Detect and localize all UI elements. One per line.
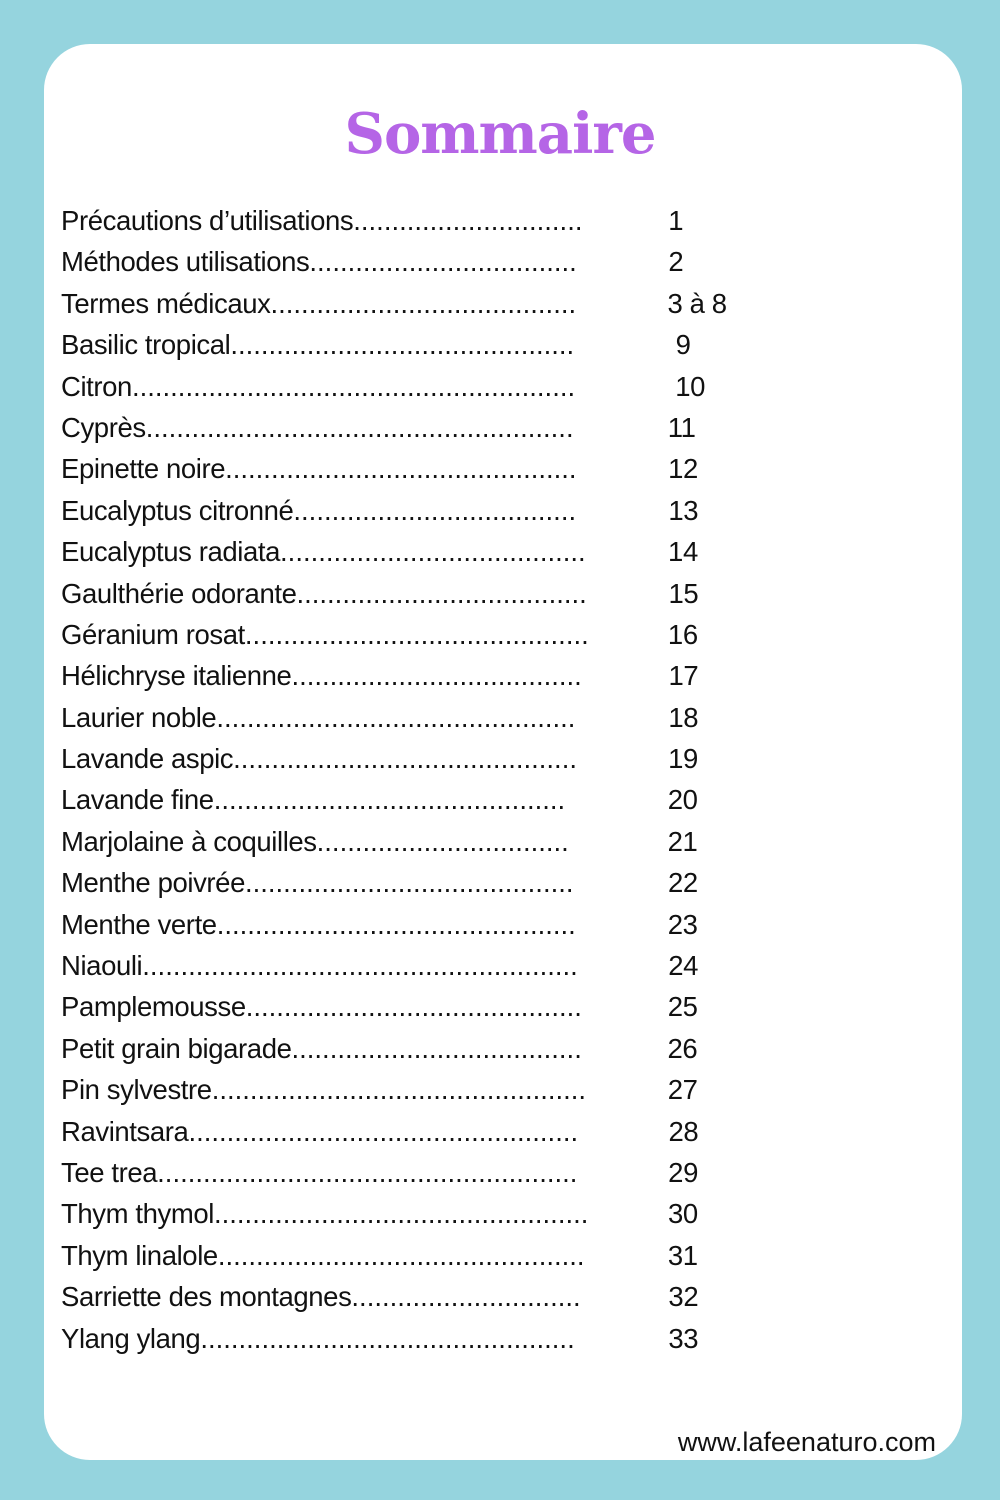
toc-entry-page-number: 14 [668,536,698,568]
toc-entry[interactable] [61,1276,781,1317]
toc-entry-page-number: 18 [668,701,699,733]
toc-dot-leader: ....................................................... [157,1156,578,1188]
toc-entry-page-number: 15 [668,577,699,609]
toc-entry[interactable] [61,862,781,903]
toc-entry[interactable] [61,738,781,779]
toc-entry-label: Méthodes utilisations [61,246,310,278]
toc-entry-label: Pamplemousse [61,991,246,1023]
toc-dot-leader: ............................................. [244,618,589,650]
toc-dot-leader: ...................................... [296,577,587,609]
toc-entry-label: Ravintsara [61,1115,189,1147]
toc-entry[interactable] [61,448,781,489]
toc-entry[interactable] [61,614,781,655]
toc-entry-page-number: 3 à 8 [667,287,727,319]
toc-entry-page-number: 9 [668,329,691,361]
toc-entry-page-number: 13 [668,494,699,526]
toc-entry-label: Termes médicaux [61,287,271,319]
toc-entry[interactable] [61,1069,781,1110]
toc-entry-label: Menthe verte [61,908,217,940]
toc-entry[interactable] [61,366,781,407]
toc-entry-label: Lavande aspic [61,743,234,775]
toc-entry-page-number: 33 [668,1322,699,1354]
toc-dot-leader: .............................. [353,205,583,236]
toc-dot-leader: ........................................................ [145,411,574,443]
toc-entry-page-number: 21 [667,825,698,857]
toc-dot-leader: .............................................. [225,453,577,485]
toc-dot-leader: ................................................... [188,1115,579,1147]
toc-dot-leader: ...................................... [291,1032,582,1064]
toc-entry-label: Pin sylvestre [61,1074,212,1106]
toc-entry-label: Epinette noire [61,453,226,485]
toc-entry[interactable] [61,490,781,531]
website-url[interactable]: www.lafeenaturo.com [677,1427,936,1457]
toc-dot-leader: ............................................ [245,991,582,1023]
toc-dot-leader: ............................................. [233,743,577,775]
toc-dot-leader: .............................................. [213,784,566,816]
toc-entry-page-number: 30 [668,1198,698,1230]
toc-entry-page-number: 10 [667,370,705,402]
toc-entry[interactable] [61,531,781,572]
toc-entry-page-number: 29 [668,1156,698,1188]
toc-entry[interactable] [61,241,781,282]
toc-dot-leader: ................................. [316,825,569,857]
toc-entry-label: Hélichryse italienne [61,660,292,692]
toc-entry[interactable] [61,1235,781,1276]
toc-dot-leader: ................................... [309,246,577,278]
toc-entry[interactable] [61,697,781,738]
toc-entry[interactable] [61,945,781,986]
toc-entry-label: Sarriette des montagnes [61,1281,352,1313]
toc-dot-leader: ..................................... [293,494,577,526]
toc-entry-page-number: 25 [667,991,698,1023]
toc-dot-leader: ............................................. [230,329,575,361]
table-of-contents [61,200,781,1359]
toc-entry-label: Citron [61,370,132,402]
toc-dot-leader: ............................................... [216,701,576,733]
toc-entry-page-number: 23 [667,908,698,940]
toc-entry-label: Ylang ylang [61,1322,201,1354]
toc-entry-page-number: 16 [667,618,698,650]
toc-entry-label: Niaouli [61,950,143,982]
toc-dot-leader: ...................................... [291,660,582,692]
toc-entry-page-number: 26 [667,1032,698,1064]
toc-entry-label: Géranium rosat [61,618,245,650]
toc-entry-label: Menthe poivrée [61,867,245,899]
toc-entry-label: Marjolaine à coquilles [61,825,317,857]
toc-entry[interactable] [61,655,781,696]
toc-entry-label: Thym linalole [61,1239,218,1271]
toc-dot-leader: ............................................... [216,908,576,940]
toc-entry-page-number: 32 [668,1281,699,1313]
toc-dot-leader: .......................................................... [131,370,576,402]
toc-entry-label: Tee trea [61,1156,158,1188]
toc-dot-leader: ................................................. [211,1074,587,1106]
toc-entry[interactable] [61,779,781,820]
toc-entry-label: Basilic tropical [61,329,231,361]
toc-entry-label: Précautions d’utilisations [61,205,354,236]
toc-entry-page-number: 28 [668,1115,699,1147]
toc-entry-page-number: 17 [668,660,699,692]
toc-entry[interactable] [61,407,781,448]
toc-entry-page-number: 20 [667,784,698,816]
toc-entry[interactable] [61,986,781,1027]
toc-entry[interactable] [61,1111,781,1152]
toc-entry-page-number: 2 [668,246,684,278]
toc-entry-page-number: 27 [667,1074,698,1106]
toc-dot-leader: ........................................ [280,536,586,568]
toc-entry[interactable] [61,821,781,862]
page-title: Sommaire [344,101,656,167]
toc-entry-page-number: 12 [668,453,698,485]
toc-entry-page-number: 19 [668,743,698,775]
toc-entry[interactable] [61,1193,781,1234]
toc-dot-leader: .............................. [351,1281,581,1313]
toc-dot-leader: ........................................... [244,867,574,899]
toc-entry-page-number: 1 [668,205,684,236]
toc-entry-label: Laurier noble [61,701,217,733]
toc-entry-label: Gaulthérie odorante [61,577,297,609]
toc-entry[interactable] [61,283,781,324]
toc-entry-label: Cyprès [61,411,146,443]
toc-entry-label: Eucalyptus radiata [61,536,281,568]
toc-entry-label: Lavande fine [61,784,214,816]
toc-entry-page-number: 31 [667,1239,698,1271]
toc-entry[interactable] [61,1318,781,1359]
toc-entry-page-number: 22 [667,867,698,899]
toc-entry-label: Petit grain bigarade [61,1032,292,1064]
toc-entry[interactable] [61,1152,781,1193]
toc-dot-leader: ................................................. [214,1198,589,1230]
toc-dot-leader: ................................................ [217,1239,585,1271]
toc-entry[interactable] [61,200,781,241]
toc-entry-label: Thym thymol [61,1198,214,1230]
toc-dot-leader: ......................................................... [142,950,578,982]
toc-entry[interactable] [61,573,781,614]
toc-entry-page-number: 11 [667,411,696,443]
toc-entry-label: Eucalyptus citronné [61,494,294,526]
toc-entry[interactable] [61,1028,781,1069]
toc-entry[interactable] [61,324,781,365]
toc-entry-page-number: 24 [668,950,699,982]
toc-dot-leader: ........................................ [270,287,577,319]
toc-entry[interactable] [61,904,781,945]
toc-dot-leader: ................................................. [200,1322,575,1354]
